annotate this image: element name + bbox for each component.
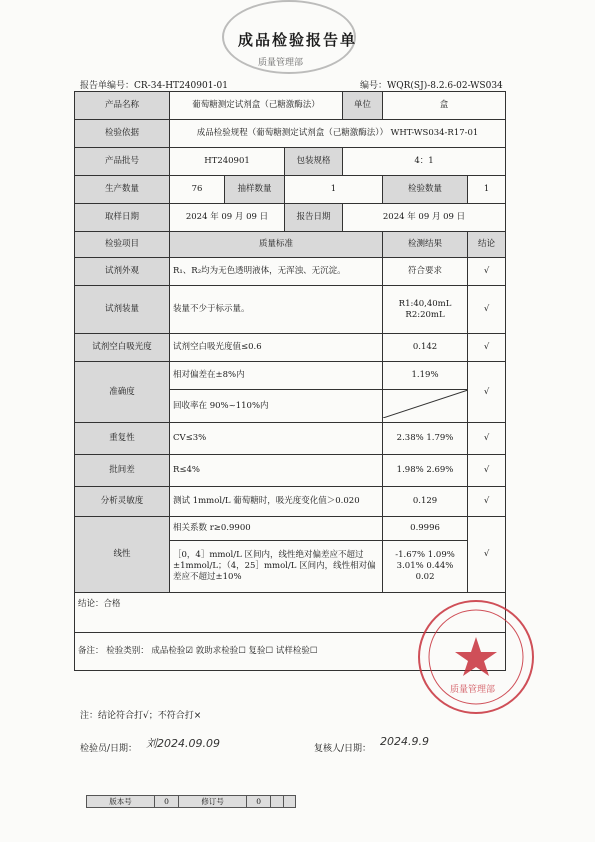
row-sensitivity bbox=[75, 487, 506, 517]
red-seal-text: 质量管理部 bbox=[450, 685, 496, 695]
linearity-standard-1: 相关系数 r≥0.9900 bbox=[170, 517, 383, 541]
accuracy-conclusion: √ bbox=[468, 362, 506, 423]
revision-label: 修订号 bbox=[179, 796, 247, 808]
blank-result: 0.142 bbox=[383, 334, 468, 362]
batch-diff-item: 批间差 bbox=[75, 455, 170, 487]
inspection-table bbox=[74, 91, 506, 671]
revision-value: 0 bbox=[247, 796, 271, 808]
unit-label: 单位 bbox=[343, 92, 383, 120]
volume-result-r1: R1:40,40mL bbox=[398, 298, 452, 309]
report-date-value: 2024 年 09 月 09 日 bbox=[343, 204, 506, 232]
basis-label: 检验依据 bbox=[75, 120, 170, 148]
version-label: 版本号 bbox=[87, 796, 155, 808]
row-volume bbox=[75, 286, 506, 334]
document-title: 成品检验报告单 bbox=[237, 31, 357, 49]
appearance-standard: R₁、R₂均为无色透明液体，无浑浊、无沉淀。 bbox=[170, 258, 383, 286]
prod-qty-label: 生产数量 bbox=[75, 176, 170, 204]
version-table bbox=[86, 795, 296, 808]
sample-date-value: 2024 年 09 月 09 日 bbox=[170, 204, 285, 232]
test-qty-value: 1 bbox=[468, 176, 506, 204]
top-stamp-text: 质量管理部 bbox=[258, 58, 304, 68]
accuracy-result-1: 1.19% bbox=[383, 362, 468, 390]
linearity-result-1: 0.9996 bbox=[383, 517, 468, 541]
inspector-label: 检验员/日期： bbox=[80, 744, 138, 754]
batch-diff-conclusion: √ bbox=[468, 455, 506, 487]
version-row bbox=[87, 796, 296, 808]
linearity-result-2b: 3.01% 0.44% bbox=[396, 561, 454, 571]
sensitivity-item: 分析灵敏度 bbox=[75, 487, 170, 517]
row-test-header bbox=[75, 232, 506, 258]
batch-diff-result: 1.98% 2.69% bbox=[383, 455, 468, 487]
row-basis bbox=[75, 120, 506, 148]
blank-cell-2 bbox=[283, 796, 295, 808]
conclusion-label: 结论： bbox=[78, 599, 104, 609]
row-dates bbox=[75, 204, 506, 232]
header-conclusion: 结论 bbox=[468, 232, 506, 258]
sample-qty-value: 1 bbox=[285, 176, 383, 204]
row-blank bbox=[75, 334, 506, 362]
footnote: 注：结论符合打√；不符合打× bbox=[80, 711, 202, 721]
linearity-result-2a: -1.67% 1.09% bbox=[395, 550, 455, 560]
spec-value: 4：1 bbox=[343, 148, 506, 176]
remarks: 备注： 检验类别： 成品检验☑ 敦助求检验☐ 复验☐ 试样检验☐ bbox=[75, 633, 506, 671]
row-product-name bbox=[75, 92, 506, 120]
unit-value: 盒 bbox=[383, 92, 506, 120]
blank-cell-1 bbox=[271, 796, 283, 808]
product-name-value: 葡萄糖测定试剂盒（己糖激酶法） bbox=[170, 92, 343, 120]
volume-conclusion: √ bbox=[468, 286, 506, 334]
linearity-standard-2: ［0，4］mmol/L 区间内，线性绝对偏差应不超过±1mmol/L；（4，25］mmol/L 区间内，线性相对偏差应不超过±10% bbox=[170, 541, 383, 593]
linearity-conclusion: √ bbox=[468, 517, 506, 593]
report-date-label: 报告日期 bbox=[285, 204, 343, 232]
spec-label: 包装规格 bbox=[285, 148, 343, 176]
red-company-seal bbox=[418, 600, 534, 714]
row-linearity-1 bbox=[75, 517, 506, 541]
batch-diff-standard: R≤4% bbox=[170, 455, 383, 487]
prod-qty-value: 76 bbox=[170, 176, 225, 204]
volume-result bbox=[383, 286, 468, 334]
row-appearance bbox=[75, 258, 506, 286]
appearance-item: 试剂外观 bbox=[75, 258, 170, 286]
appearance-conclusion: √ bbox=[468, 258, 506, 286]
sensitivity-result: 0.129 bbox=[383, 487, 468, 517]
repeat-result: 2.38% 1.79% bbox=[383, 423, 468, 455]
batch-value: HT240901 bbox=[170, 148, 285, 176]
header-result: 检测结果 bbox=[383, 232, 468, 258]
volume-item: 试剂装量 bbox=[75, 286, 170, 334]
row-accuracy-1 bbox=[75, 362, 506, 390]
accuracy-result-2-diagonal bbox=[383, 390, 468, 423]
linearity-result-2c: 0.02 bbox=[415, 572, 435, 582]
row-quantities bbox=[75, 176, 506, 204]
conclusion-value: 合格 bbox=[103, 599, 121, 609]
inspector-signature: 刘2024.09.09 bbox=[146, 737, 220, 750]
sample-date-label: 取样日期 bbox=[75, 204, 170, 232]
seal-star-icon bbox=[420, 602, 532, 712]
header-item: 检验项目 bbox=[75, 232, 170, 258]
diagonal-line bbox=[383, 390, 468, 418]
report-number bbox=[80, 78, 228, 91]
accuracy-item: 准确度 bbox=[75, 362, 170, 423]
header-standard: 质量标准 bbox=[170, 232, 383, 258]
blank-conclusion: √ bbox=[468, 334, 506, 362]
reviewer-label: 复核人/日期： bbox=[314, 744, 372, 754]
volume-result-r2: R2:20mL bbox=[405, 309, 445, 320]
reviewer-signature: 2024.9.9 bbox=[380, 735, 429, 748]
version-value: 0 bbox=[154, 796, 178, 808]
batch-label: 产品批号 bbox=[75, 148, 170, 176]
blank-standard: 试剂空白吸光度值≤0.6 bbox=[170, 334, 383, 362]
repeat-conclusion: √ bbox=[468, 423, 506, 455]
linearity-result-2 bbox=[383, 541, 468, 593]
sample-qty-label: 抽样数量 bbox=[225, 176, 285, 204]
row-repeatability bbox=[75, 423, 506, 455]
basis-value: 成品检验规程（葡萄糖测定试剂盒（己糖激酶法）） WHT-WS034-R17-01 bbox=[170, 120, 506, 148]
row-batch-diff bbox=[75, 455, 506, 487]
report-number-value: CR-34-HT240901-01 bbox=[134, 81, 228, 91]
accuracy-standard-2: 回收率在 90%~110%内 bbox=[170, 390, 383, 423]
test-qty-label: 检验数量 bbox=[383, 176, 468, 204]
sensitivity-conclusion: √ bbox=[468, 487, 506, 517]
report-number-label: 报告单编号： bbox=[80, 81, 135, 91]
appearance-result: 符合要求 bbox=[383, 258, 468, 286]
volume-standard: 装量不少于标示量。 bbox=[170, 286, 383, 334]
sensitivity-standard: 测试 1mmol/L 葡萄糖时，吸光度变化值＞0.020 bbox=[170, 487, 383, 517]
form-number: 编号：WQR(SJ)-8.2.6-02-WS034 bbox=[360, 81, 503, 91]
repeat-item: 重复性 bbox=[75, 423, 170, 455]
repeat-standard: CV≤3% bbox=[170, 423, 383, 455]
product-name-label: 产品名称 bbox=[75, 92, 170, 120]
linearity-item: 线性 bbox=[75, 517, 170, 593]
blank-item: 试剂空白吸光度 bbox=[75, 334, 170, 362]
row-batch bbox=[75, 148, 506, 176]
accuracy-standard-1: 相对偏差在±8%内 bbox=[170, 362, 383, 390]
